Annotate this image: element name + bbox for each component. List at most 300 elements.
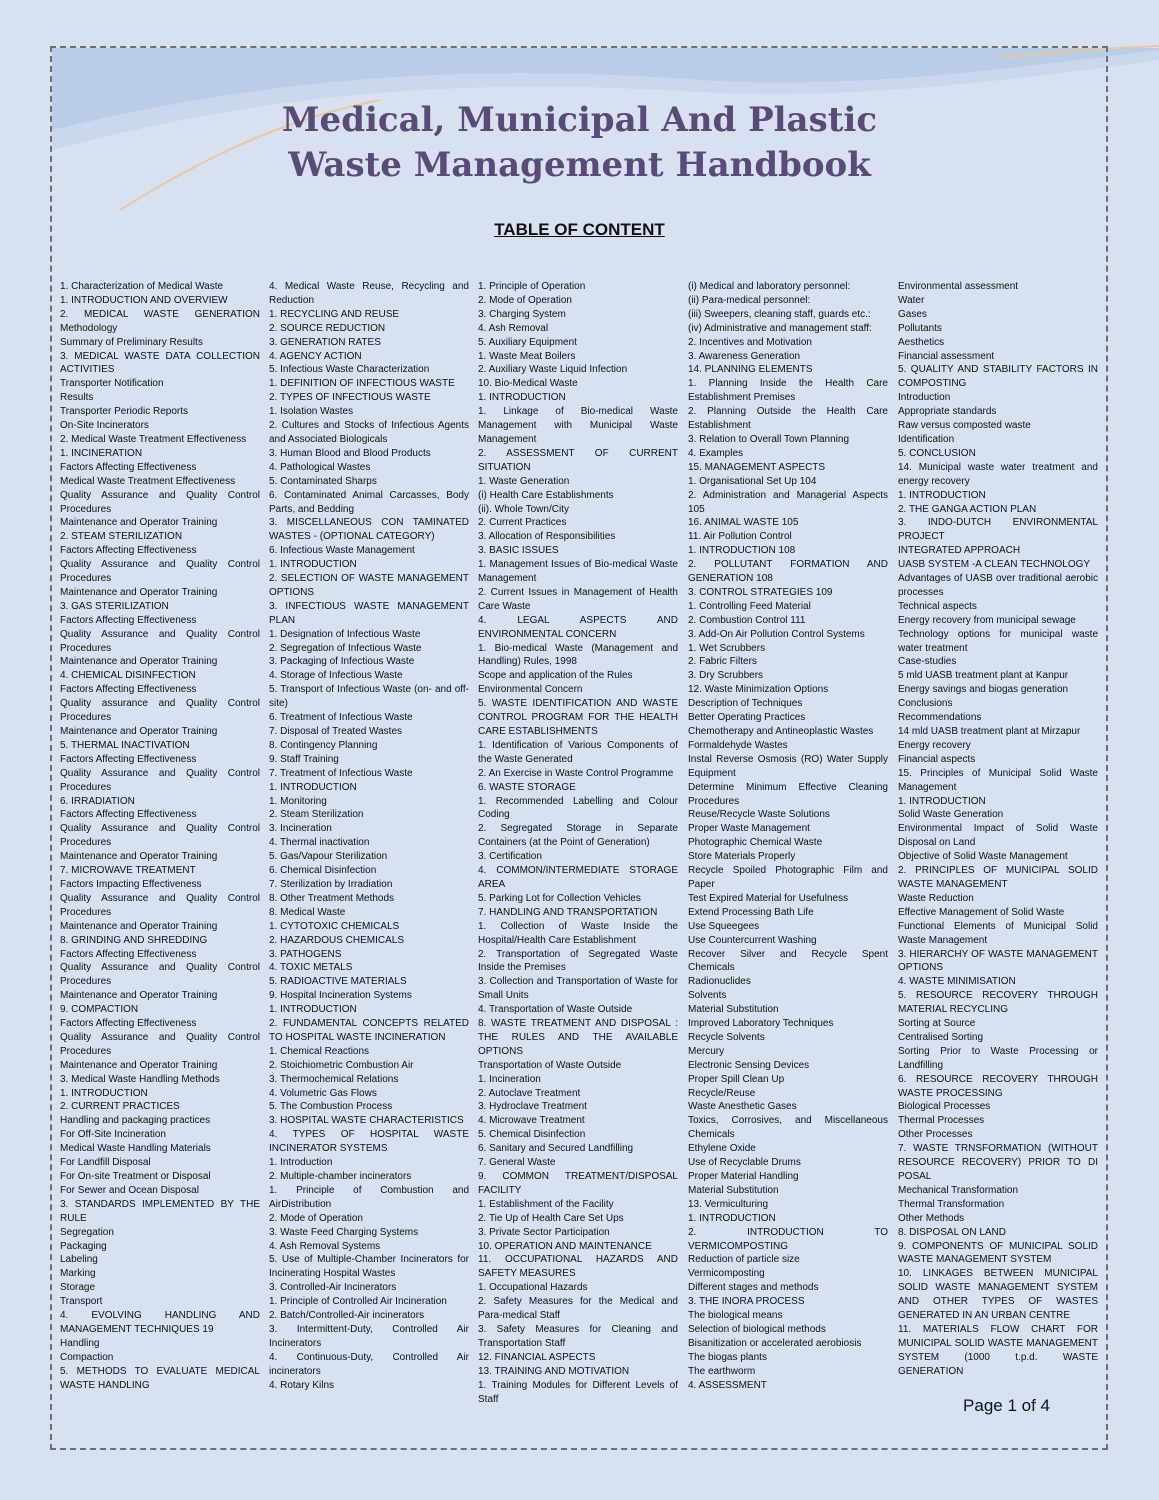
toc-entry: Recycle Solvents	[688, 1031, 765, 1043]
toc-entry: Factors Impacting Effectiveness	[60, 878, 202, 890]
toc-entry: 3. INFECTIOUS WASTE MANAGEMENT PLAN	[269, 600, 469, 626]
toc-entry: 1. Principle of Operation	[478, 281, 586, 292]
toc-entry: 4. CHEMICAL DISINFECTION	[60, 670, 196, 682]
toc-entry: 4. TYPES OF HOSPITAL WASTE INCINERATOR SYSTEMS	[269, 1129, 469, 1155]
toc-entry: 5. Contaminated Sharps	[269, 475, 377, 487]
toc-entry: 2. Fabric Filters	[688, 656, 757, 668]
toc-entry: 3. HOSPITAL WASTE CHARACTERISTICS	[269, 1115, 464, 1127]
toc-entry: 4. TOXIC METALS	[269, 962, 353, 974]
toc-entry: 1. Waste Meat Boilers	[478, 350, 576, 362]
toc-entry: 5. Auxiliary Equipment	[478, 336, 577, 348]
toc-entry: 3. Controlled-Air Incinerators	[269, 1282, 397, 1294]
toc-entry: 5. THERMAL INACTIVATION	[60, 739, 190, 751]
toc-entry: 4. EVOLVING HANDLING AND MANAGEMENT TECHNIQUES 19	[60, 1310, 260, 1335]
toc-heading: TABLE OF CONTENT	[494, 220, 665, 239]
toc-entry: 1. Waste Generation	[478, 475, 570, 487]
toc-entry: Selection of biological methods	[688, 1323, 826, 1335]
toc-entry: 11. MATERIALS FLOW CHART FOR MUNICIPAL SOLID WASTE MANAGEMENT SYSTEM (1000 t.p.d. WASTE GENERATION	[898, 1323, 1098, 1377]
toc-entry: Summary of Preliminary Results	[60, 336, 203, 348]
toc-entry: 2. Steam Sterilization	[269, 809, 364, 821]
toc-entry: 2. Medical Waste Treatment Effectiveness	[60, 433, 247, 445]
toc-entry: 4. Continuous-Duty, Controlled Air incinerators	[269, 1351, 469, 1377]
toc-entry: 1. Management Issues of Bio-medical Waste Management	[478, 559, 678, 585]
toc-entry: 16. ANIMAL WASTE 105	[688, 517, 799, 529]
toc-entry: Environmental Concern	[478, 684, 583, 696]
toc-entry: INTEGRATED APPROACH	[898, 545, 1021, 557]
toc-entry: For Landfill Disposal	[60, 1157, 151, 1169]
toc-entry: For On-site Treatment or Disposal	[60, 1171, 211, 1182]
toc-entry: 3. Medical Waste Handling Methods	[60, 1073, 220, 1085]
toc-entry: 2. Mode of Operation	[269, 1212, 363, 1224]
toc-entry: (iv) Administrative and management staff:	[688, 322, 872, 334]
toc-entry: 10. LINKAGES BETWEEN MUNICIPAL SOLID WASTE MANAGEMENT SYSTEM AND OTHER TYPES OF WASTES GENERATED IN AN URBAN CENTRE	[898, 1268, 1098, 1322]
toc-entry: Biological Processes	[898, 1101, 991, 1113]
toc-entry: Labeling	[60, 1254, 98, 1266]
toc-entry: 1. Incineration	[478, 1073, 541, 1085]
toc-entry: Quality Assurance and Quality Control Procedures	[60, 1031, 260, 1057]
toc-entry: Handling	[60, 1337, 100, 1349]
toc-entry: 4. Thermal inactivation	[269, 837, 370, 849]
toc-entry: Packaging	[60, 1240, 107, 1252]
toc-entry: 3. Awareness Generation	[688, 350, 801, 362]
toc-entry: Transportation of Waste Outside	[478, 1059, 622, 1071]
toc-entry: 1. Establishment of the Facility	[478, 1198, 614, 1210]
toc-entry: Use Countercurrent Washing	[688, 934, 817, 946]
toc-column-2	[269, 280, 469, 1393]
toc-entry: Aesthetics	[898, 336, 945, 348]
toc-entry: 14. PLANNING ELEMENTS	[688, 364, 813, 376]
page-number: Page 1 of 4	[963, 1396, 1050, 1415]
toc-entry: 11. OCCUPATIONAL HAZARDS AND SAFETY MEASURES	[478, 1254, 678, 1280]
toc-entry: Reuse/Recycle Waste Solutions	[688, 809, 830, 821]
toc-column-4	[688, 280, 888, 1393]
toc-entry: 2. Segregation of Infectious Waste	[269, 642, 422, 654]
toc-entry: Financial assessment	[898, 350, 995, 362]
toc-entry: 5. WASTE IDENTIFICATION AND WASTE CONTROL PROGRAM FOR THE HEALTH CARE ESTABLISHMENTS	[478, 698, 678, 737]
toc-entry: 10. Bio-Medical Waste	[478, 378, 578, 390]
toc-entry: Maintenance and Operator Training	[60, 726, 218, 737]
toc-entry: Quality Assurance and Quality Control Procedures	[60, 823, 260, 849]
toc-entry: Extend Processing Bath Life	[688, 906, 814, 918]
toc-entry: Mechanical Transformation	[898, 1184, 1019, 1196]
toc-entry: 3. Thermochemical Relations	[269, 1073, 399, 1085]
toc-entry: Advantages of UASB over traditional aerobic processes	[898, 573, 1098, 598]
toc-entry: Quality Assurance and Quality Control Procedures	[60, 489, 260, 515]
toc-entry: 1. Identification of Various Components of the Waste Generated	[478, 739, 678, 765]
toc-entry: Case-studies	[898, 656, 957, 668]
toc-entry: 2. MEDICAL WASTE GENERATION Methodology	[60, 308, 260, 334]
toc-entry: 1. CYTOTOXIC CHEMICALS	[269, 920, 400, 932]
toc-entry: 1. INTRODUCTION	[898, 795, 986, 807]
toc-entry: 5. Parking Lot for Collection Vehicles	[478, 892, 641, 904]
toc-entry: Material Substitution	[688, 1004, 779, 1016]
toc-entry: 4. WASTE MINIMISATION	[898, 976, 1016, 988]
toc-entry: 3. Certification	[478, 851, 542, 863]
toc-entry: Factors Affecting Effectiveness	[60, 1018, 197, 1030]
toc-entry: 2. Current Practices	[478, 517, 567, 529]
toc-entry: 3. Human Blood and Blood Products	[269, 447, 431, 459]
toc-entry: Formaldehyde Wastes	[688, 739, 788, 751]
toc-entry: 1. Introduction	[269, 1157, 333, 1169]
toc-entry: 4. Ash Removal Systems	[269, 1240, 381, 1252]
toc-entry: Energy recovery from municipal sewage	[898, 614, 1076, 626]
toc-entry: Factors Affecting Effectiveness	[60, 948, 197, 960]
toc-entry: Financial aspects	[898, 753, 976, 765]
toc-entry: 2. Planning Outside the Health Care Establishment	[688, 406, 888, 432]
toc-entry: Factors Affecting Effectiveness	[60, 809, 197, 821]
toc-entry: 3. CONTROL STRATEGIES 109	[688, 586, 833, 598]
toc-column-5	[898, 280, 1098, 1379]
toc-entry: 15. MANAGEMENT ASPECTS	[688, 461, 826, 473]
toc-entry: Proper Spill Clean Up	[688, 1073, 785, 1085]
toc-entry: 4. Pathological Wastes	[269, 461, 371, 473]
toc-entry: 3. Charging System	[478, 308, 566, 320]
toc-entry: 3. Safety Measures for Cleaning and Transportation Staff	[478, 1323, 678, 1349]
toc-entry: (ii). Whole Town/City	[478, 503, 569, 515]
toc-entry: 2. FUNDAMENTAL CONCEPTS RELATED TO HOSPITAL WASTE INCINERATION	[269, 1018, 469, 1043]
toc-entry: Solvents	[688, 990, 727, 1002]
toc-entry: 1. Characterization of Medical Waste	[60, 281, 224, 292]
toc-entry: 3. Relation to Overall Town Planning	[688, 433, 850, 445]
toc-entry: 5. CONCLUSION	[898, 447, 976, 459]
toc-entry: 3. Packaging of Infectious Waste	[269, 656, 415, 668]
document-title	[0, 98, 1159, 188]
toc-entry: 5. Transport of Infectious Waste (on- and off-site)	[269, 684, 469, 710]
toc-entry: Segregation	[60, 1226, 114, 1238]
toc-entry: 2. PRINCIPLES OF MUNICIPAL SOLID WASTE MANAGEMENT	[898, 865, 1098, 890]
toc-entry: 14 mld UASB treatment plant at Mirzapur	[898, 726, 1081, 737]
toc-entry: 9. COMPONENTS OF MUNICIPAL SOLID WASTE MANAGEMENT SYSTEM	[898, 1240, 1098, 1266]
toc-entry: 7. Treatment of Infectious Waste	[269, 767, 413, 779]
toc-entry: Instal Reverse Osmosis (RO) Water Supply Equipment	[688, 753, 888, 779]
toc-entry: 3. Waste Feed Charging Systems	[269, 1226, 419, 1238]
toc-entry: 1. INTRODUCTION AND OVERVIEW	[60, 294, 228, 306]
toc-entry: Identification	[898, 433, 955, 445]
toc-entry: 2. THE GANGA ACTION PLAN	[898, 503, 1037, 515]
toc-entry: Transporter Periodic Reports	[60, 406, 189, 418]
toc-entry: 1. Recommended Labelling and Colour Coding	[478, 795, 678, 821]
toc-entry: Maintenance and Operator Training	[60, 1059, 218, 1071]
toc-entry: 1. Planning Inside the Health Care Establishment Premises	[688, 378, 888, 404]
toc-entry: 2. Incentives and Motivation	[688, 336, 812, 348]
toc-entry: 1. Principle of Controlled Air Incineration	[269, 1296, 447, 1308]
toc-entry: 1. Isolation Wastes	[269, 406, 354, 418]
toc-entry: Introduction	[898, 392, 951, 404]
toc-entry: Photographic Chemical Waste	[688, 837, 823, 849]
toc-entry: On-Site Incinerators	[60, 420, 149, 432]
toc-entry: Recommendations	[898, 712, 982, 724]
toc-entry: 6. WASTE STORAGE	[478, 781, 576, 793]
toc-entry: 6. Sanitary and Secured Landfilling	[478, 1143, 634, 1155]
toc-entry: 5. Use of Multiple-Chamber Incinerators for Incinerating Hospital Wastes	[269, 1254, 469, 1280]
toc-entry: Maintenance and Operator Training	[60, 517, 218, 529]
toc-entry: 1. INTRODUCTION	[898, 489, 986, 501]
toc-entry: 2. STEAM STERILIZATION	[60, 531, 183, 543]
toc-entry: 3. MEDICAL WASTE DATA COLLECTION ACTIVITIES	[60, 350, 260, 376]
toc-entry: 3. HIERARCHY OF WASTE MANAGEMENT OPTIONS	[898, 948, 1098, 974]
toc-entry: Determine Minimum Effective Cleaning Procedures	[688, 781, 888, 807]
toc-entry: 2. Administration and Managerial Aspects 105	[688, 489, 888, 515]
toc-entry: 1. Training Modules for Different Levels of Staff	[478, 1379, 678, 1405]
toc-entry: 1. INTRODUCTION	[478, 392, 566, 404]
toc-entry: 12. FINANCIAL ASPECTS	[478, 1351, 596, 1363]
toc-entry: 5. The Combustion Process	[269, 1101, 393, 1113]
toc-entry: 14. Municipal waste water treatment and energy recovery	[898, 461, 1098, 487]
toc-entry: Transporter Notification	[60, 378, 164, 390]
toc-entry: Compaction	[60, 1351, 114, 1363]
toc-entry: 9. COMMON TREATMENT/DISPOSAL FACILITY	[478, 1171, 678, 1196]
toc-entry: 2. An Exercise in Waste Control Programme	[478, 767, 674, 779]
toc-entry: 4. Storage of Infectious Waste	[269, 670, 403, 682]
toc-entry: 1. INTRODUCTION	[60, 1087, 148, 1099]
toc-entry: Medical Waste Treatment Effectiveness	[60, 475, 236, 487]
toc-entry: Mercury	[688, 1045, 725, 1057]
toc-entry: 15. Principles of Municipal Solid Waste Management	[898, 767, 1098, 793]
toc-entry: Effective Management of Solid Waste	[898, 906, 1065, 918]
toc-entry: Ethylene Oxide	[688, 1143, 756, 1155]
toc-entry: 6. Contaminated Animal Carcasses, Body Parts, and Bedding	[269, 489, 469, 515]
toc-entry: 2. Cultures and Stocks of Infectious Agents and Associated Biologicals	[269, 420, 469, 445]
toc-entry: 6. IRRADIATION	[60, 795, 135, 807]
toc-entry: 12. Waste Minimization Options	[688, 684, 829, 696]
toc-entry: 13. TRAINING AND MOTIVATION	[478, 1365, 630, 1377]
toc-entry: 1. Linkage of Bio-medical Waste Management with Municipal Waste Management	[478, 406, 678, 445]
toc-entry: Proper Waste Management	[688, 823, 810, 835]
toc-entry: 10. OPERATION AND MAINTENANCE	[478, 1240, 652, 1252]
toc-entry: 1. Occupational Hazards	[478, 1282, 588, 1294]
toc-entry: Energy recovery	[898, 739, 971, 751]
toc-entry: Maintenance and Operator Training	[60, 920, 218, 932]
toc-entry: 2. TYPES OF INFECTIOUS WASTE	[269, 392, 431, 404]
toc-entry: 13. Vermiculturing	[688, 1198, 769, 1210]
toc-entry: 5. Chemical Disinfection	[478, 1129, 586, 1141]
toc-entry: 9. Staff Training	[269, 753, 339, 765]
toc-entry: Store Materials Properly	[688, 851, 796, 863]
toc-entry: Objective of Solid Waste Management	[898, 851, 1068, 863]
toc-entry: 3. Incineration	[269, 823, 332, 835]
toc-entry: 2. Mode of Operation	[478, 294, 572, 306]
toc-entry: 2. Current Issues in Management of Health Care Waste	[478, 586, 678, 612]
toc-entry: 2. Safety Measures for the Medical and Para-medical Staff	[478, 1296, 678, 1322]
toc-entry: 2. SOURCE REDUCTION	[269, 322, 386, 334]
toc-entry: Scope and application of the Rules	[478, 670, 633, 682]
toc-entry: 1. Designation of Infectious Waste	[269, 628, 421, 640]
toc-entry: 5. Gas/Vapour Sterilization	[269, 851, 388, 863]
toc-entry: Centralised Sorting	[898, 1031, 984, 1043]
toc-entry: 2. POLLUTANT FORMATION AND GENERATION 108	[688, 559, 888, 585]
toc-entry: 5. QUALITY AND STABILITY FACTORS IN COMPOSTING	[898, 364, 1098, 390]
toc-entry: Storage	[60, 1282, 96, 1294]
toc-entry: 7. MICROWAVE TREATMENT	[60, 865, 196, 877]
toc-entry: 6. Chemical Disinfection	[269, 865, 377, 877]
toc-entry: Thermal Processes	[898, 1115, 985, 1127]
toc-entry: Maintenance and Operator Training	[60, 586, 218, 598]
toc-entry: Recycle/Reuse	[688, 1087, 756, 1099]
toc-entry: (iii) Sweepers, cleaning staff, guards etc.:	[688, 308, 871, 320]
toc-entry: 4. Rotary Kilns	[269, 1379, 335, 1391]
toc-entry: Thermal Transformation	[898, 1198, 1005, 1210]
toc-entry: 3. THE INORA PROCESS	[688, 1296, 805, 1308]
toc-entry: 8. DISPOSAL ON LAND	[898, 1226, 1006, 1238]
toc-entry: Functional Elements of Municipal Solid Waste Management	[898, 920, 1098, 946]
toc-entry: 1. Controlling Feed Material	[688, 600, 811, 612]
toc-entry: Gases	[898, 308, 927, 320]
toc-entry: Use Squeegees	[688, 920, 760, 932]
toc-entry: 8. Medical Waste	[269, 906, 346, 918]
toc-entry: Recycle Spoiled Photographic Film and Paper	[688, 865, 888, 890]
toc-entry: 1. Organisational Set Up 104	[688, 475, 817, 487]
toc-entry: Results	[60, 392, 94, 404]
toc-entry: Toxics, Corrosives, and Miscellaneous Chemicals	[688, 1115, 888, 1141]
toc-entry: Electronic Sensing Devices	[688, 1059, 810, 1071]
toc-entry: Factors Affecting Effectiveness	[60, 753, 197, 765]
toc-entry: 4. Volumetric Gas Flows	[269, 1087, 377, 1099]
toc-entry: Improved Laboratory Techniques	[688, 1018, 834, 1030]
toc-entry: 4. Medical Waste Reuse, Recycling and Reduction	[269, 281, 469, 306]
toc-entry: Better Operating Practices	[688, 712, 806, 724]
toc-entry: 1. INTRODUCTION	[269, 1004, 357, 1016]
toc-entry: Solid Waste Generation	[898, 809, 1004, 821]
toc-entry: The earthworm	[688, 1365, 756, 1377]
toc-entry: 1. Bio-medical Waste (Management and Handling) Rules, 1998	[478, 642, 678, 668]
toc-entry: Quality assurance and Quality Control Procedures	[60, 698, 260, 724]
toc-entry: UASB SYSTEM -A CLEAN TECHNOLOGY	[898, 559, 1091, 571]
toc-entry: Quality Assurance and Quality Control Procedures	[60, 962, 260, 988]
toc-entry: 5. Infectious Waste Characterization	[269, 364, 430, 376]
toc-entry: 2. Multiple-chamber incinerators	[269, 1171, 412, 1182]
toc-entry: 1. Principle of Combustion and AirDistribution	[269, 1184, 469, 1210]
toc-entry: Proper Material Handling	[688, 1171, 799, 1182]
toc-entry: 3. BASIC ISSUES	[478, 545, 559, 557]
toc-entry: 8. WASTE TREATMENT AND DISPOSAL : THE RULES AND THE AVAILABLE OPTIONS	[478, 1018, 678, 1057]
toc-column-1	[60, 280, 260, 1393]
toc-entry: 2. Batch/Controlled-Air incinerators	[269, 1310, 425, 1322]
toc-entry: 3. MISCELLANEOUS CON TAMINATED WASTES - (OPTIONAL CATEGORY)	[269, 517, 469, 543]
toc-entry: 5. METHODS TO EVALUATE MEDICAL WASTE HANDLING	[60, 1365, 260, 1391]
toc-entry: 8. Other Treatment Methods	[269, 892, 395, 904]
toc-entry: Sorting Prior to Waste Processing or Landfilling	[898, 1045, 1098, 1071]
toc-entry: 3. Allocation of Responsibilities	[478, 531, 616, 543]
toc-entry: 6. Infectious Waste Management	[269, 545, 415, 557]
toc-entry: 7. WASTE TRNSFORMATION (WITHOUT RESOURCE RECOVERY) PRIOR TO DI POSAL	[898, 1143, 1098, 1182]
toc-entry: 2. Auxiliary Waste Liquid Infection	[478, 364, 628, 376]
toc-entry: Handling and packaging practices	[60, 1115, 211, 1127]
toc-entry: 2. Combustion Control 111	[688, 614, 806, 626]
toc-entry: 2. HAZARDOUS CHEMICALS	[269, 934, 405, 946]
toc-entry: Material Substitution	[688, 1184, 779, 1196]
toc-entry: 2. Autoclave Treatment	[478, 1087, 581, 1099]
toc-entry: 3. STANDARDS IMPLEMENTED BY THE RULE	[60, 1198, 260, 1224]
toc-entry: 1. Collection of Waste Inside the Hospital/Health Care Establishment	[478, 920, 678, 946]
toc-entry: 4. Ash Removal	[478, 322, 549, 334]
toc-entry: Maintenance and Operator Training	[60, 656, 218, 668]
toc-entry: Chemotherapy and Antineoplastic Wastes	[688, 726, 874, 737]
toc-entry: Technical aspects	[898, 600, 977, 612]
title-line-2: Waste Management Handbook	[288, 145, 871, 185]
toc-entry: Quality Assurance and Quality Control Procedures	[60, 628, 260, 654]
toc-entry: Environmental assessment	[898, 281, 1019, 292]
toc-entry: 6. Treatment of Infectious Waste	[269, 712, 413, 724]
toc-entry: 2. Stoichiometric Combustion Air	[269, 1059, 414, 1071]
toc-entry: Appropriate standards	[898, 406, 997, 418]
toc-entry: Environmental Impact of Solid Waste Disposal on Land	[898, 823, 1098, 849]
toc-entry: 5 mld UASB treatment plant at Kanpur	[898, 670, 1069, 682]
toc-entry: 2. Transportation of Segregated Waste Inside the Premises	[478, 948, 678, 974]
toc-entry: 2. Tie Up of Health Care Set Ups	[478, 1212, 624, 1224]
toc-entry: 2. INTRODUCTION TO VERMICOMPOSTING	[688, 1226, 888, 1252]
toc-entry: 11. Air Pollution Control	[688, 531, 792, 543]
toc-entry: Radionuclides	[688, 976, 751, 988]
toc-entry: 4. LEGAL ASPECTS AND ENVIRONMENTAL CONCERN	[478, 614, 678, 640]
toc-entry: (i) Medical and laboratory personnel:	[688, 281, 851, 292]
toc-entry: 1. RECYCLING AND REUSE	[269, 308, 400, 320]
toc-entry: 6. RESOURCE RECOVERY THROUGH WASTE PROCESSING	[898, 1073, 1098, 1099]
toc-entry: Medical Waste Handling Materials	[60, 1143, 211, 1155]
toc-entry: 1. Wet Scrubbers	[688, 642, 766, 654]
toc-entry: Factors Affecting Effectiveness	[60, 614, 197, 626]
toc-entry: 8. Contingency Planning	[269, 739, 378, 751]
toc-entry: 8. GRINDING AND SHREDDING	[60, 934, 208, 946]
toc-entry: 7. HANDLING AND TRANSPORTATION	[478, 906, 658, 918]
toc-entry: Water	[898, 294, 925, 306]
toc-entry: For Sewer and Ocean Disposal	[60, 1184, 199, 1196]
toc-entry: 7. General Waste	[478, 1157, 556, 1169]
toc-entry: For Off-Site Incineration	[60, 1129, 166, 1141]
toc-entry: 2. SELECTION OF WASTE MANAGEMENT OPTIONS	[269, 573, 469, 598]
toc-entry: 3. Hydroclave Treatment	[478, 1101, 587, 1113]
toc-entry: 3. Intermittent-Duty, Controlled Air Incinerators	[269, 1323, 469, 1349]
toc-entry: 9. COMPACTION	[60, 1004, 139, 1016]
toc-entry: 4. AGENCY ACTION	[269, 350, 362, 362]
toc-entry: Test Expired Material for Usefulness	[688, 892, 849, 904]
toc-entry: Bisanitization or accelerated aerobiosis	[688, 1337, 862, 1349]
toc-entry: Quality Assurance and Quality Control Procedures	[60, 892, 260, 918]
toc-entry: Factors Affecting Effectiveness	[60, 461, 197, 473]
toc-entry: 3. Collection and Transportation of Waste for Small Units	[478, 976, 678, 1002]
toc-entry: Conclusions	[898, 698, 953, 710]
title-line-1: Medical, Municipal And Plastic	[281, 100, 878, 140]
toc-entry: 4. COMMON/INTERMEDIATE STORAGE AREA	[478, 865, 678, 890]
toc-entry: 2. ASSESSMENT OF CURRENT SITUATION	[478, 447, 678, 473]
toc-entry: Pollutants	[898, 322, 942, 334]
toc-entry: 1. Chemical Reactions	[269, 1045, 370, 1057]
toc-entry: 3. GENERATION RATES	[269, 336, 381, 348]
toc-entry: 4. ASSESSMENT	[688, 1379, 767, 1391]
toc-entry: 3. GAS STERILIZATION	[60, 600, 169, 612]
toc-entry: Maintenance and Operator Training	[60, 851, 218, 863]
toc-entry: 1. INCINERATION	[60, 447, 143, 459]
toc-entry: 4. Examples	[688, 447, 744, 459]
toc-entry: 1. INTRODUCTION	[688, 1212, 776, 1224]
toc-entry: 3. PATHOGENS	[269, 948, 342, 960]
toc-entry: Raw versus composted waste	[898, 420, 1031, 432]
toc-entry: Description of Techniques	[688, 698, 803, 710]
toc-entry: Waste Reduction	[898, 892, 974, 904]
toc-entry: 3. INDO-DUTCH ENVIRONMENTAL PROJECT	[898, 517, 1098, 543]
toc-entry: Factors Affecting Effectiveness	[60, 545, 197, 557]
toc-entry: 7. Sterilization by Irradiation	[269, 878, 393, 890]
toc-entry: 4. Microwave Treatment	[478, 1115, 585, 1127]
toc-entry: Quality Assurance and Quality Control Procedures	[60, 767, 260, 793]
toc-entry: 1. DEFINITION OF INFECTIOUS WASTE	[269, 378, 455, 390]
toc-entry: 1. INTRODUCTION 108	[688, 545, 796, 557]
toc-column-3	[478, 280, 678, 1406]
toc-entry: 3. Add-On Air Pollution Control Systems	[688, 628, 865, 640]
toc-entry: 1. Monitoring	[269, 795, 327, 807]
toc-entry: Maintenance and Operator Training	[60, 990, 218, 1002]
toc-entry: 3. Dry Scrubbers	[688, 670, 764, 682]
toc-entry: The biogas plants	[688, 1351, 767, 1363]
